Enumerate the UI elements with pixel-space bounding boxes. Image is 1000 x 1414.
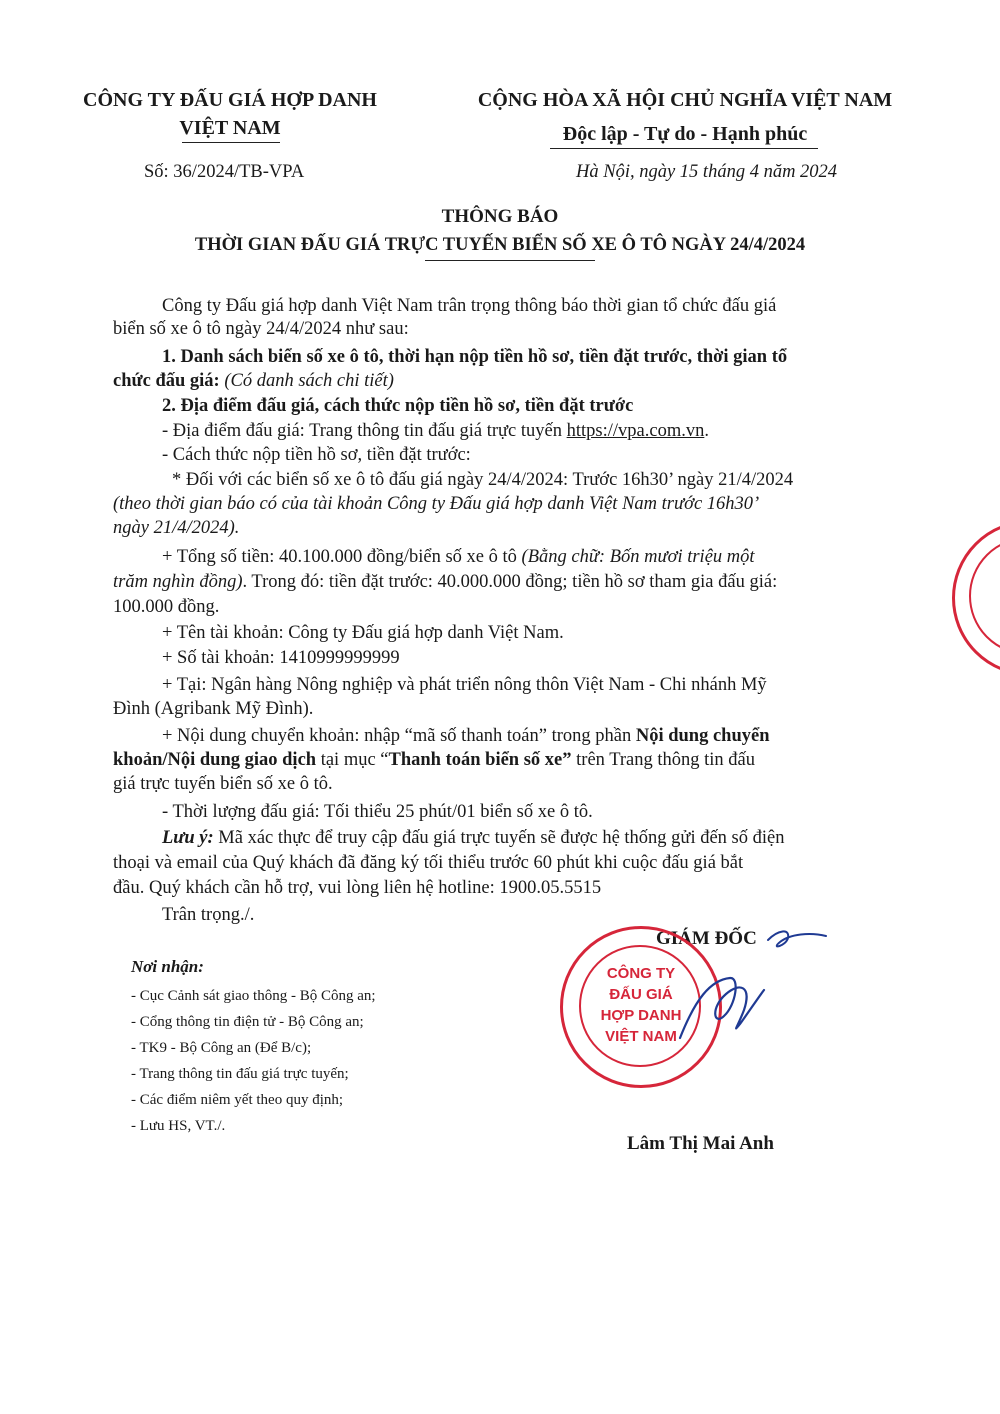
location-suffix: . (704, 421, 709, 441)
auction-site-link[interactable]: https://vpa.com.vn (566, 421, 705, 441)
motto: Độc lập - Tự do - Hạnh phúc (562, 123, 808, 145)
intro-line2: biển số xe ô tô ngày 24/4/2024 như sau: (113, 319, 409, 339)
intro-line1: Công ty Đấu giá hợp danh Việt Nam trân trọng thông báo thời gian tổ chức đấu giá (162, 296, 777, 316)
transfer-content-line2 (113, 748, 755, 772)
location-text: - Địa điểm đấu giá: Trang thông tin đấu giá trực tuyến (162, 421, 567, 441)
section1-label: chức đấu giá: (113, 371, 220, 391)
deadline-line3: ngày 21/4/2024). (113, 518, 240, 538)
deadline-line2: (theo thời gian báo có của tài khoản Công ty Đấu giá hợp danh Việt Nam trước 16h30’ (113, 494, 760, 514)
note-text-1: Mã xác thực để truy cập đấu giá trực tuyến sẽ được hệ thống gửi đến số điện (213, 828, 785, 848)
recipient-item: - Lưu HS, VT./. (131, 1118, 226, 1134)
org-name-line2: VIỆT NAM (179, 117, 281, 139)
total-line3: 100.000 đồng. (113, 597, 220, 617)
total-in-words-2: trăm nghìn đồng) (113, 572, 243, 592)
section1-line1: 1. Danh sách biển số xe ô tô, thời hạn nộp tiền hồ sơ, tiền đặt trước, thời gian tổ (162, 347, 788, 367)
signer-position: GIÁM ĐỐC (656, 928, 757, 949)
recipient-item: - TK9 - Bộ Công an (Để B/c); (131, 1040, 312, 1056)
partial-seal-inner-ring (969, 537, 1000, 655)
recipient-item: - Trang thông tin đấu giá trực tuyến; (131, 1066, 349, 1082)
org-underline (182, 142, 280, 143)
account-name: + Tên tài khoản: Công ty Đấu giá hợp danh Việt Nam. (162, 623, 564, 643)
handwritten-signature-icon (640, 920, 840, 1060)
org-name (60, 86, 400, 142)
recipient-item: - Cổng thông tin điện tử - Bộ Công an; (131, 1014, 364, 1030)
recipients-label: Nơi nhận: (131, 957, 204, 976)
note-label: Lưu ý: (162, 828, 214, 848)
title-line1: THÔNG BÁO (441, 206, 559, 227)
section1-line2 (113, 369, 394, 393)
doc-number: Số: 36/2024/TB-VPA (144, 162, 305, 182)
bank-line1: + Tại: Ngân hàng Nông nghiệp và phát triển nông thôn Việt Nam - Chi nhánh Mỹ (162, 675, 767, 695)
account-number: + Số tài khoản: 1410999999999 (162, 648, 400, 668)
total-in-words-1: (Bằng chữ: Bốn mươi triệu một (521, 547, 755, 567)
transfer-content-field-2: khoản/Nội dung giao dịch (113, 750, 317, 770)
section2-heading: 2. Địa điểm đấu giá, cách thức nộp tiền hồ sơ, tiền đặt trước (162, 396, 634, 416)
duration-line: - Thời lượng đấu giá: Tối thiểu 25 phút/01 biển số xe ô tô. (162, 802, 593, 822)
closing: Trân trọng./. (162, 905, 255, 925)
location-line (162, 419, 709, 443)
transfer-content-mid: tại mục “ (316, 750, 389, 770)
partial-seal-icon (952, 520, 1000, 676)
title-line2: THỜI GIAN ĐẤU GIÁ TRỰC TUYẾN BIỂN SỐ XE Ô TÔ NGÀY 24/4/2024 (194, 235, 806, 255)
transfer-content-end: trên Trang thông tin đấu (571, 750, 755, 770)
signer-name: Lâm Thị Mai Anh (627, 1133, 774, 1154)
note-line3: đầu. Quý khách cần hỗ trợ, vui lòng liên hệ hotline: 1900.05.5515 (113, 878, 602, 898)
payment-method-line: - Cách thức nộp tiền hồ sơ, tiền đặt trước: (162, 445, 471, 465)
seal-text-line: ĐẤU GIÁ (609, 986, 673, 1003)
total-line2 (113, 570, 777, 594)
recipient-item: - Các điểm niêm yết theo quy định; (131, 1092, 344, 1108)
total-breakdown: . Trong đó: tiền đặt trước: 40.000.000 đồng; tiền hồ sơ tham gia đấu giá: (242, 572, 778, 592)
org-name-line1: CÔNG TY ĐẤU GIÁ HỢP DANH (83, 89, 377, 111)
deadline-line1: * Đối với các biển số xe ô tô đấu giá ngày 24/4/2024: Trước 16h30’ ngày 21/4/2024 (172, 470, 794, 490)
transfer-content-section: Thanh toán biển số xe” (388, 750, 572, 770)
motto-underline (550, 148, 818, 149)
place-date: Hà Nội, ngày 15 tháng 4 năm 2024 (576, 162, 838, 182)
transfer-content-line3: giá trực tuyến biển số xe ô tô. (113, 774, 333, 794)
transfer-content-text: + Nội dung chuyển khoản: nhập “mã số thanh toán” trong phần (162, 726, 636, 746)
bank-line2: Đình (Agribank Mỹ Đình). (113, 699, 314, 719)
recipient-item: - Cục Cảnh sát giao thông - Bộ Công an; (131, 988, 376, 1004)
title-underline (425, 260, 595, 261)
seal-text-line: VIỆT NAM (605, 1028, 677, 1045)
transfer-content-field-1: Nội dung chuyển (635, 726, 770, 746)
transfer-content-line1 (162, 724, 770, 748)
seal-text-line: CÔNG TY (606, 965, 676, 982)
total-line1 (162, 545, 755, 569)
seal-text-line: HỢP DANH (600, 1007, 682, 1024)
total-amount: + Tổng số tiền: 40.100.000 đồng/biển số xe ô tô (162, 547, 522, 567)
note-line1 (162, 826, 784, 850)
note-line2: thoại và email của Quý khách đã đăng ký tối thiểu trước 60 phút khi cuộc đấu giá bắt (113, 853, 744, 873)
section1-note: (Có danh sách chi tiết) (219, 371, 394, 391)
country-name: CỘNG HÒA XÃ HỘI CHỦ NGHĨA VIỆT NAM (477, 89, 893, 111)
